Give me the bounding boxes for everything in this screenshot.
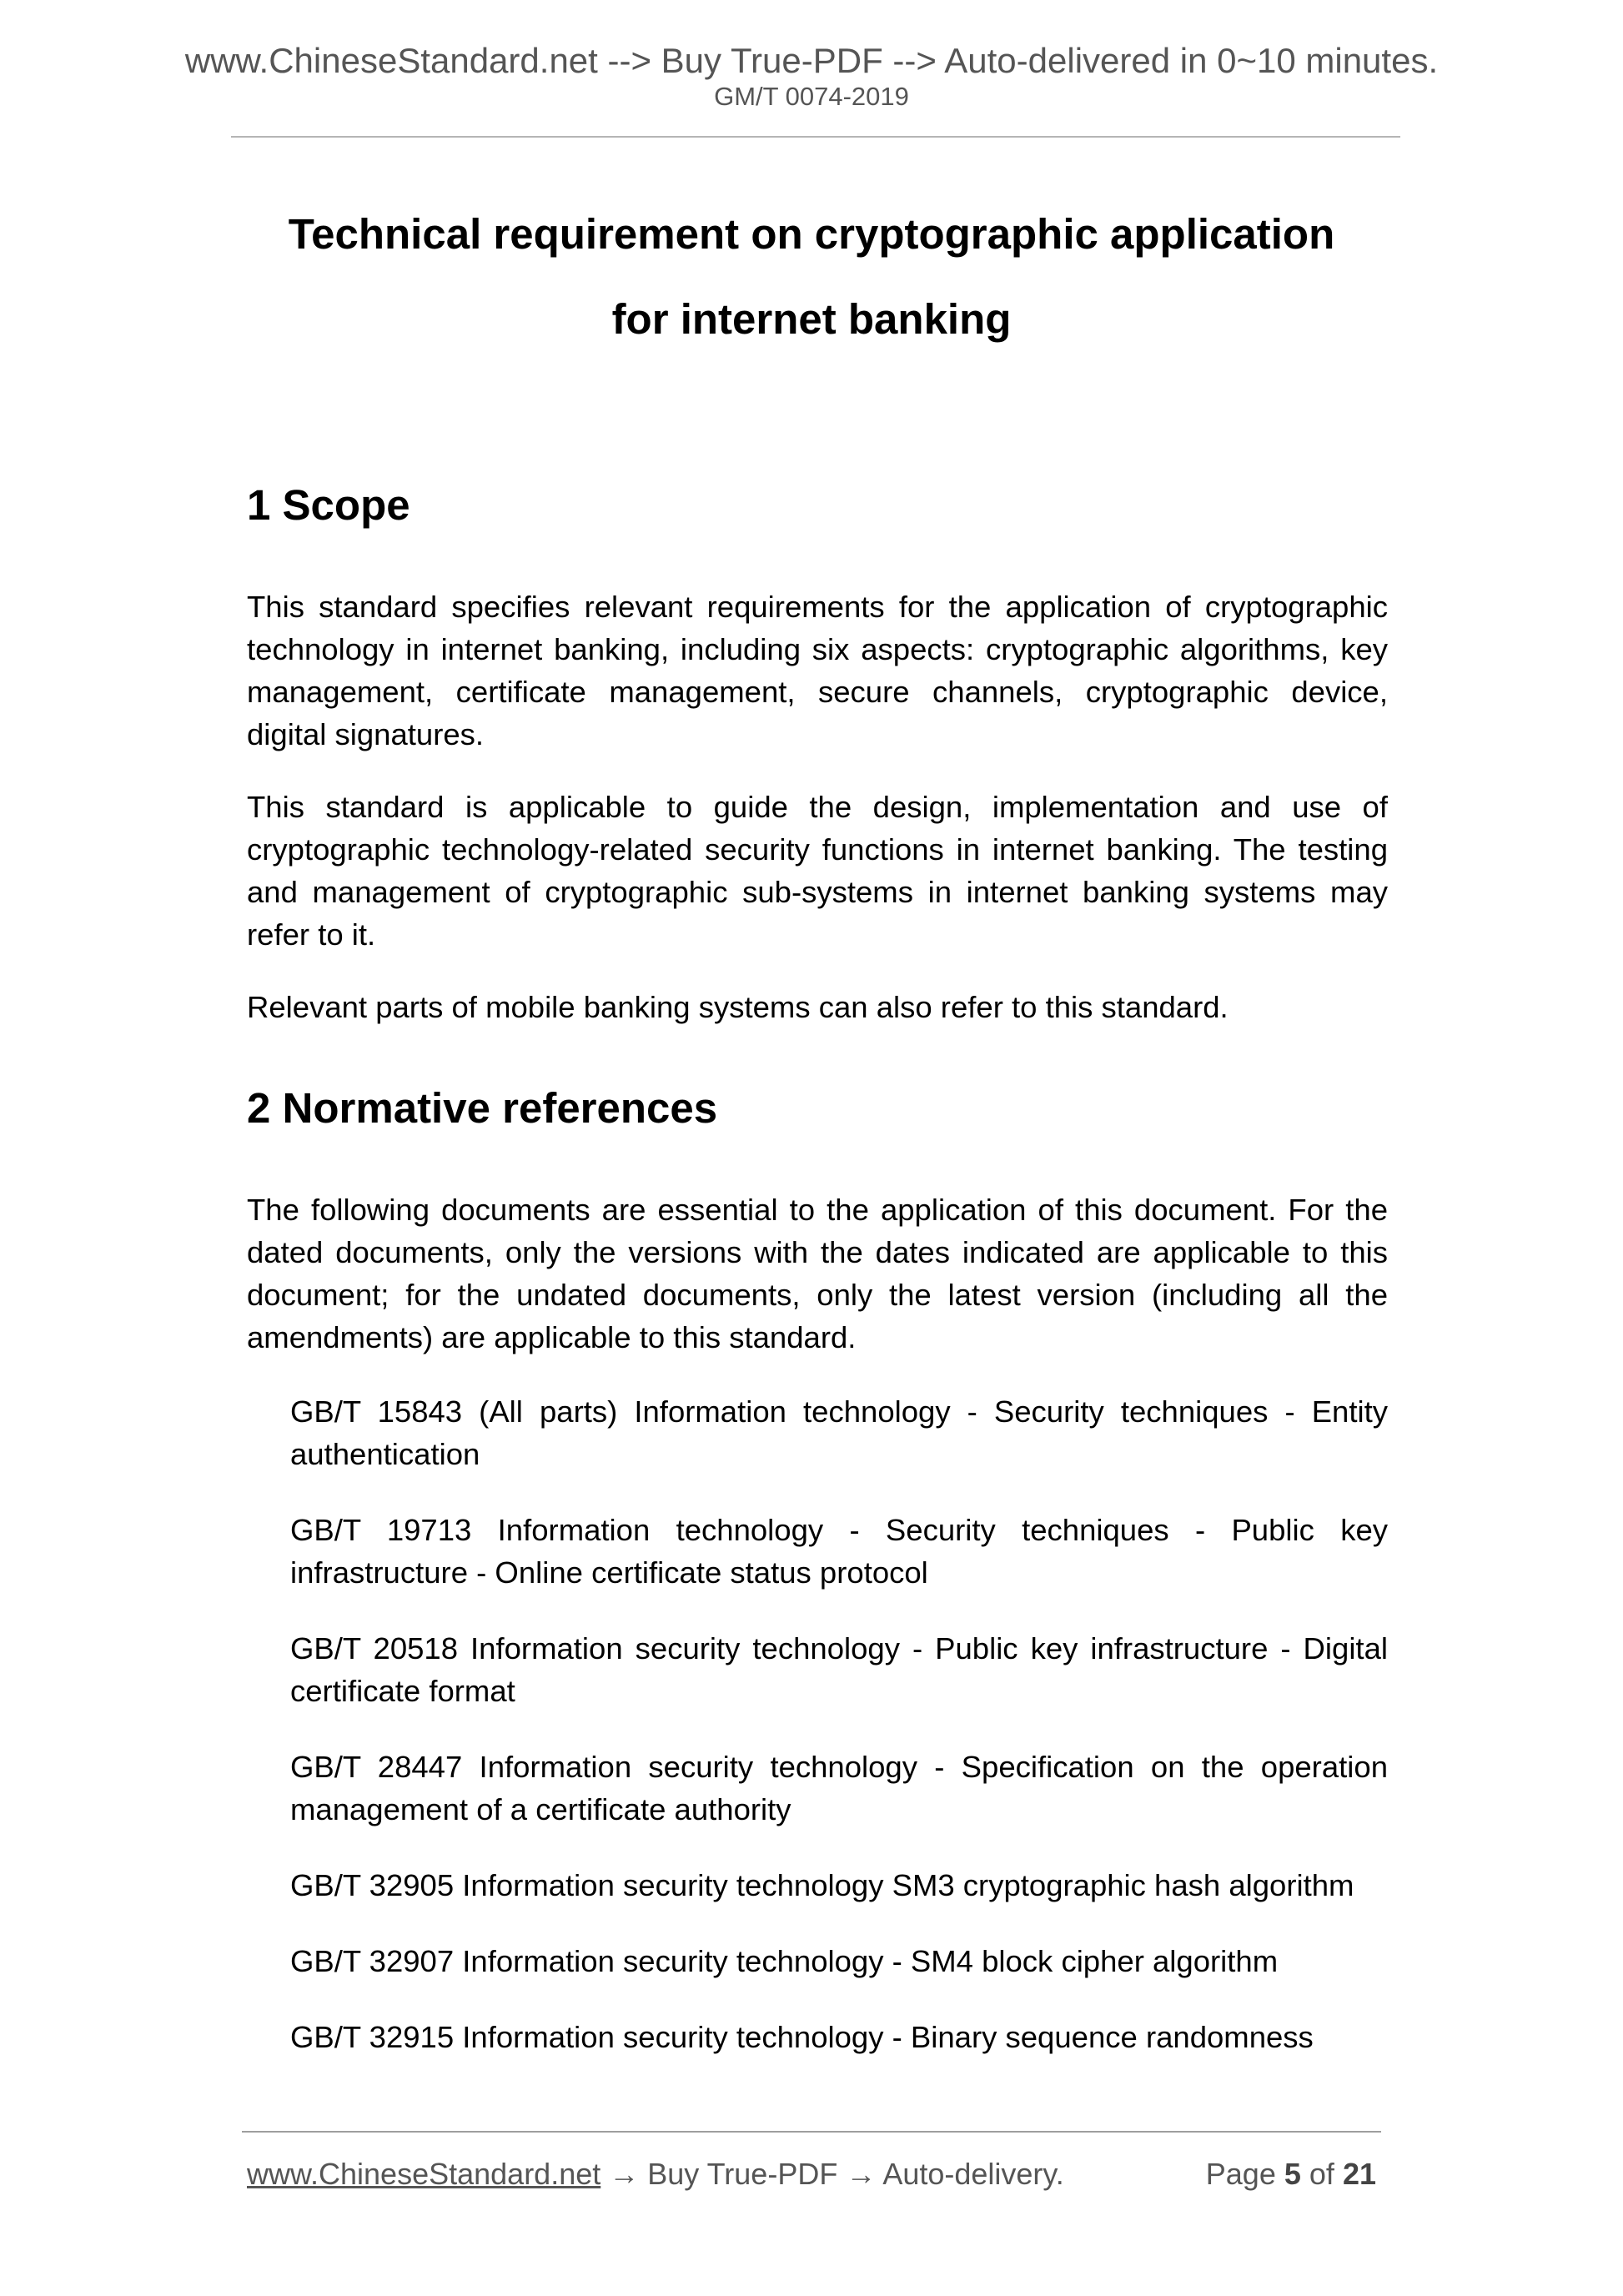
section-scope — [247, 480, 1388, 530]
title-line-2: for internet banking — [611, 295, 1012, 343]
reference-item: GB/T 15843 (All parts) Information technology - Security techniques - Entity authentication — [290, 1394, 1388, 1471]
page-total: 21 — [1342, 2157, 1376, 2191]
footer-left — [247, 2153, 1064, 2195]
section-normative — [247, 1083, 1388, 1133]
page-current: 5 — [1284, 2157, 1301, 2191]
section-heading-scope: 1 Scope — [247, 481, 410, 529]
reference-item: GB/T 28447 Information security technology - Specification on the operation management of a certificate authority — [290, 1750, 1388, 1826]
reference-item: GB/T 19713 Information technology - Security techniques - Public key infrastructure - Online certificate status protocol — [290, 1513, 1388, 1590]
normative-intro: The following documents are essential to the application of this document. For the dated documents, only the versions with the dates indicated are applicable to this document; for the undated documents, only the latest version (including all the amendments) are applicable to this standard. — [247, 1193, 1388, 1354]
footer-tagline: → Buy True-PDF → Auto-delivery. — [600, 2157, 1064, 2191]
normative-body — [247, 1188, 1388, 2092]
page-number — [1206, 2153, 1376, 2195]
reference-item: GB/T 20518 Information security technology - Public key infrastructure - Digital certificate format — [290, 1631, 1388, 1708]
scope-paragraph: This standard specifies relevant requirements for the application of cryptographic technology in internet banking, including six aspects: cryptographic algorithms, key management, certificate management, secure channels, cryptographic device, digital signatures. — [247, 590, 1388, 751]
reference-item: GB/T 32905 Information security technology SM3 cryptographic hash algorithm — [290, 1868, 1354, 1902]
scope-paragraph: Relevant parts of mobile banking systems can also refer to this standard. — [247, 990, 1229, 1024]
page-label: Page — [1205, 2157, 1276, 2191]
page-of: of — [1309, 2157, 1334, 2191]
footer-site-link[interactable]: www.ChineseStandard.net — [247, 2157, 601, 2191]
reference-list — [247, 1390, 1388, 2058]
title-line-1: Technical requirement on cryptographic application — [288, 210, 1335, 258]
section-heading-normative: 2 Normative references — [247, 1084, 718, 1132]
header-divider — [231, 136, 1400, 138]
reference-item: GB/T 32915 Information security technology - Binary sequence randomness — [290, 2020, 1314, 2054]
document-title — [167, 192, 1456, 362]
scope-paragraph: This standard is applicable to guide the design, implementation and use of cryptographic technology-related security functions in internet banking. The testing and management of cryptographic sub-systems in internet banking systems may refer to it. — [247, 790, 1388, 952]
reference-item: GB/T 32907 Information security technology - SM4 block cipher algorithm — [290, 1944, 1279, 1978]
header-banner: www.ChineseStandard.net --> Buy True-PDF --> Auto-delivered in 0~10 minutes. — [184, 41, 1439, 80]
document-code: GM/T 0074-2019 — [714, 82, 909, 111]
scope-body — [247, 585, 1388, 1058]
footer-divider — [242, 2131, 1381, 2133]
page-footer — [247, 2153, 1376, 2195]
